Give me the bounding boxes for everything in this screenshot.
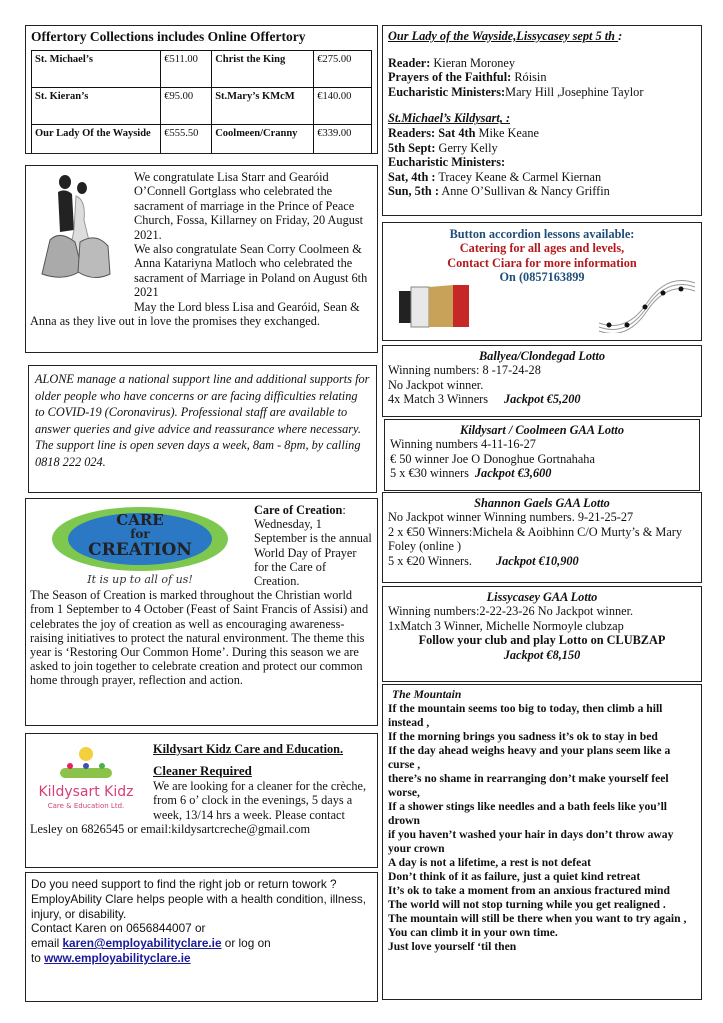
amount: €140.00 [314,88,372,125]
poem-line: Just love yourself ‘til then [388,940,517,953]
alone-text: ALONE manage a national support line and additional supports for older people who have concerns or are facing difficulties relating to COVID-19 (Coronavirus). Professional staff are available to answer queries and give advice and reassurance where necessary. The support line is open seven days a week, 8am - 8pm, by calling 0818 222 024. [35,372,370,469]
lissy-title: Lissycasey GAA Lotto [486,590,598,604]
shannon-lotto-box [382,492,702,583]
shannon-winners: 2 x €50 Winners:Michela & Aoibhinn C/O Murty’s & Mary Foley (online ) [388,524,683,554]
wayside-title-suffix: : [618,29,623,43]
employ-email-line [31,936,372,951]
music-notes-icon [597,273,697,336]
employ-line-2: EmployAbility Clare helps people with a health condition, illness, injury, or disability. [31,891,367,921]
shannon-winners2: 5 x €20 Winners. [388,553,472,568]
kildlotto-winners-line [390,466,694,480]
employability-box [25,872,378,1002]
sat-label: Sat, 4th : [388,169,436,184]
care-heading: Care of Creation [254,503,343,517]
wedding-text-2: We also congratulate Sean Corry Coolmeen & Anna Katariyna Matloch who celebrated the sacrament of Marriage in Poland on August 6th 2021 [134,242,368,300]
table-row [32,51,372,88]
kidz-subheading: Cleaner Required [153,763,252,779]
kildlotto-numbers: Winning numbers 4-11-16-27 [390,437,536,452]
lissy-follow: Follow your club and play Lotto on CLUBZAP [418,633,666,648]
sun-line [388,184,696,199]
poem-title: The Mountain [392,688,462,701]
reader-label: Reader: [388,55,431,70]
care-of-creation-box [25,498,378,726]
accordion-line-4: On (0857163899 [499,270,585,285]
readers-sat-line [388,126,696,141]
accordion-line-2: Catering for all ages and levels, [459,241,625,256]
poem-line: If the morning brings you sadness it’s ok to stay in bed [388,730,658,743]
readers-sun-label: 5th Sept: [388,140,436,155]
readers-sat: Mike Keane [475,125,539,140]
lissy-jackpot: Jackpot €8,150 [503,647,581,662]
accordion-line-1: Button accordion lessons available: [449,227,635,241]
offertory-box [25,25,378,154]
mass-rota-box [382,25,702,216]
logo-name: Kildysart Kidz [38,784,134,800]
shannon-numbers: No Jackpot winner Winning numbers. 9-21-25-27 [388,510,634,525]
amount: €555.50 [161,125,212,155]
poem-line: if you haven’t washed your hair in days don’t throw away your crown [388,828,674,855]
parish-name: St. Michael’s [32,51,161,88]
logo-for: for [130,527,150,541]
poem-line: If a shower stings like needles and a bath feels like you’ll drown [388,800,668,827]
poem-line: Don’t think of it as failure, just a quiet kind retreat [388,870,641,883]
email-prefix: email [31,936,63,951]
poem-line: A day is not a lifetime, a rest is not defeat [388,856,591,869]
poem-line: The mountain will still be there when you want to try again , [388,912,687,925]
wedding-box [25,165,378,353]
ballyea-lotto-box [382,345,702,417]
poem-line: It’s ok to take a moment from an anxious fractured mind [388,884,670,897]
amount: €511.00 [161,51,212,88]
employ-line-1: Do you need support to find the right job or return towork ? [31,877,337,891]
prayers-label: Prayers of the Faithful: [388,70,512,85]
sun-label: Sun, 5th : [388,184,439,199]
logo-sub: Care & Education Ltd. [47,802,125,810]
ballyea-nojackpot: No Jackpot winner. [388,377,484,392]
wedding-couple-bells-icon [30,170,130,300]
parish-name: Coolmeen/Cranny [212,125,314,155]
alone-box [28,365,377,493]
table-row [32,125,372,155]
kildysart-kidz-box [25,733,378,868]
lissy-match: 1xMatch 3 Winner, Michelle Normoyle clubzap [388,618,624,633]
logo-tagline: It is up to all of us! [87,573,193,586]
kildysart-lotto-box [384,419,700,491]
accordion-line-3: Contact Ciara for more information [447,255,637,270]
parish-name: Christ the King [212,51,314,88]
sat-names: Tracey Keane & Carmel Kiernan [435,169,602,184]
readers-sun-line [388,141,696,156]
kildlotto-winners: 5 x €30 winners [390,466,469,481]
accordion-lessons-box [382,222,702,341]
wedding-text-3: May the Lord bless Lisa and Gearóid, Sean & Anna as they live out in love the promises they exchanged. [30,299,360,329]
reader-line [388,56,696,71]
shannon-jackpot: Jackpot €10,900 [495,553,579,568]
ballyea-numbers: Winning numbers: 8 -17-24-28 [388,363,541,378]
shannon-title: Shannon Gaels GAA Lotto [474,496,610,510]
reader-name: Kieran Moroney [430,55,516,70]
parish-name: Our Lady Of the Wayside [32,125,161,155]
em-line [388,85,696,100]
logo-creation: CREATION [88,540,192,560]
care-for-creation-logo [30,503,248,587]
kildysart-title: St.Michael’s Kildysart, : [388,111,511,126]
poem-line: You can climb it in your own time. [388,926,558,939]
website-link[interactable]: www.employabilityclare.ie [44,950,191,965]
accordion-icon [397,283,472,334]
readers-label: Readers: Sat 4th [388,125,476,140]
kildlotto-jackpot: Jackpot €3,600 [474,466,552,481]
table-row [32,88,372,125]
wayside-title-text: Our Lady of the Wayside,Lissycasey sept 5 th [388,29,619,43]
email-suffix: or log on [221,936,271,951]
em-names: Mary Hill ,Josephine Taylor [505,84,644,99]
wedding-text-1: We congratulate Lisa Starr and Gearóid O’Connell Gortglass who celebrated the sacrament of marriage in the Prince of Peace Church, Fossa, Killarney on Friday, 20 August 2021. [134,170,364,242]
sun-names: Anne O’Sullivan & Nancy Griffin [438,184,610,199]
email-link[interactable]: karen@employabilityclare.ie [62,936,222,951]
parish-name: St. Kieran’s [32,88,161,125]
offertory-title: Offertory Collections includes Online Offertory [31,29,306,44]
kildlotto-winner: € 50 winner Joe O Donoghue Gortnahaha [390,451,595,466]
ballyea-title: Ballyea/Clondegad Lotto [478,349,606,363]
mountain-poem-box [382,684,702,1000]
shannon-winners2-line [388,554,696,568]
prayers-name: Róisin [511,70,547,85]
em-label: Eucharistic Ministers: [388,84,506,99]
care-body: The Season of Creation is marked throughout the Christian world from 1 September to 4 October (Feast of Saint Francis of Assisi) and celebrates the joy of creation as well as encouraging awareness-raising initiatives to protect the natural environment. The theme this year is ‘Restoring Our Common Home’. During this season we are asked to join together to celebrate creation and protect our common home through prayer, reflection and action. [30,588,369,688]
kildysart-kidz-logo [30,744,143,814]
amount: €95.00 [161,88,212,125]
kildlotto-title: Kildysart / Coolmeen GAA Lotto [460,423,624,437]
em2-label: Eucharistic Ministers: [388,155,506,170]
poem-line: The world will not stop turning while you get realigned . [388,898,666,911]
amount: €275.00 [314,51,372,88]
employ-line-3: Contact Karen on 0656844007 or [31,921,206,936]
lissy-numbers: Winning numbers:2-22-23-26 No Jackpot winner. [388,604,634,619]
ballyea-match-line [388,392,696,406]
logo-care: CARE [116,511,164,529]
employ-web-line [31,951,372,966]
poem-line: If the day ahead weighs heavy and your plans seem like a curse , [388,744,671,771]
parish-name: St.Mary’s KMcM [212,88,314,125]
care-intro-text: : Wednesday, 1 September is the annual World Day of Prayer for the Care of Creation. [254,503,372,589]
amount: €339.00 [314,125,372,155]
web-prefix: to [31,950,45,965]
readers-sun: Gerry Kelly [435,140,498,155]
kidz-heading: Kildysart Kidz Care and Education. [153,742,344,756]
poem-line: If the mountain seems too big to today, then climb a hill instead , [388,702,663,729]
ballyea-match: 4x Match 3 Winners [388,392,489,407]
offertory-table [31,50,372,154]
prayers-line [388,70,696,85]
sat-line [388,170,696,185]
lissycasey-lotto-box [382,586,702,682]
ballyea-jackpot: Jackpot €5,200 [504,392,581,407]
wayside-title [388,29,696,44]
poem-line: there’s no shame in rearranging don’t make yourself feel worse, [388,772,669,799]
kidz-body: We are looking for a cleaner for the crèche, from 6 o’ clock in the evenings, 5 days a week, 13/14 hrs a week. Please contact Lesley on 6826545 or email:kildysartcreche@gmail.com [30,778,367,837]
